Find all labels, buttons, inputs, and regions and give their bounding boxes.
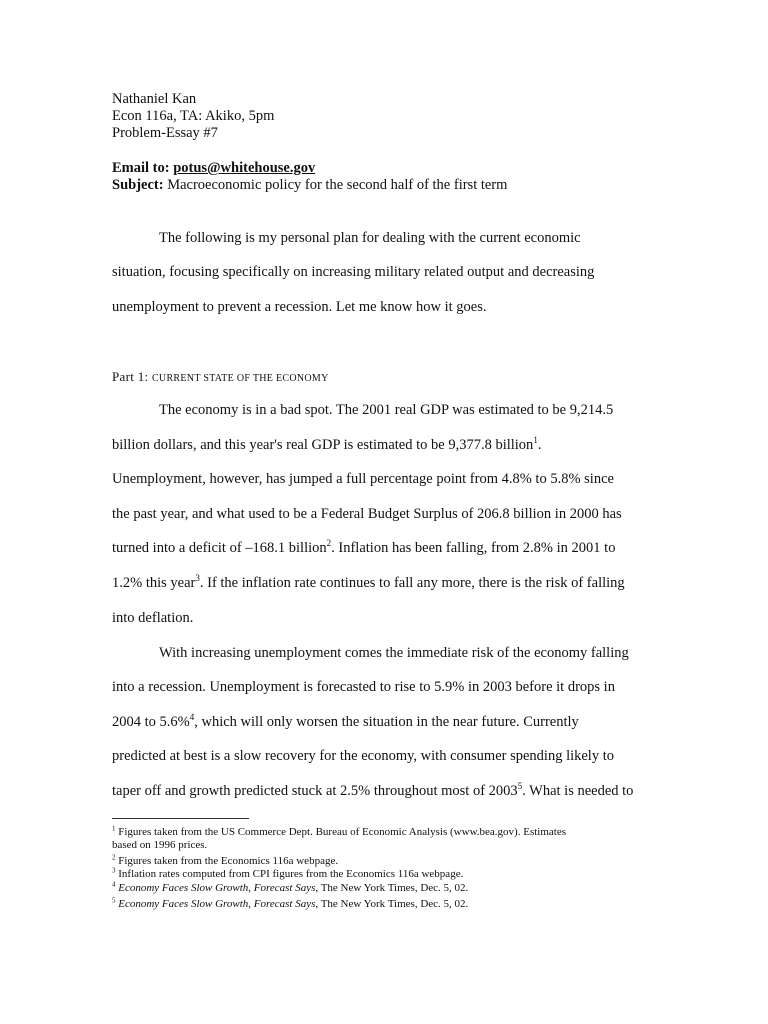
subject-text: Macroeconomic policy for the second half of the first term (167, 177, 508, 193)
footnote-5-number: 5 (112, 896, 116, 905)
footnote-separator (112, 818, 249, 819)
p1-line-1: The economy is in a bad spot. The 2001 real GDP was estimated to be 9,214.5 (159, 402, 614, 418)
footnote-ref-4[interactable]: 4 (189, 712, 195, 723)
p1-line-7: into deflation. (112, 610, 194, 626)
p2-line-5 (112, 783, 633, 800)
email-address-link[interactable]: potus@whitehouse.gov (173, 160, 316, 176)
p1-line-6-end: . If the inflation rate continues to fall any more, there is the risk of falling (199, 575, 625, 591)
p1-line-6-text: 1.2% this year (112, 575, 196, 591)
p2-line-5-end: . What is needed to (522, 783, 634, 799)
footnote-2 (112, 855, 338, 868)
footnote-4-number: 4 (112, 880, 116, 889)
footnote-1 (112, 826, 566, 839)
intro-line-2: situation, focusing specifically on increasing military related output and decreasing (112, 264, 595, 280)
p2-line-3-text: 2004 to 5.6% (112, 714, 190, 730)
section-heading-part-1 (112, 369, 329, 385)
p2-line-1: With increasing unemployment comes the immediate risk of the economy falling (159, 645, 629, 661)
footnote-5-rest: , The New York Times, Dec. 5, 02. (315, 898, 469, 910)
p1-line-3: Unemployment, however, has jumped a full percentage point from 4.8% to 5.8% since (112, 471, 614, 487)
p1-line-2-text: billion dollars, and this year's real GDP is estimated to be 9,377.8 billion (112, 437, 534, 453)
footnote-1-number: 1 (112, 824, 116, 833)
p2-line-5-text: taper off and growth predicted stuck at 2.5% throughout most of 2003 (112, 783, 518, 799)
footnote-ref-1[interactable]: 1 (533, 435, 538, 446)
footnote-5-title: Economy Faces Slow Growth, Forecast Says (118, 898, 316, 910)
p1-line-5-text: turned into a deficit of –168.1 billion (112, 540, 327, 556)
email-to-line (112, 160, 315, 177)
p1-line-6 (112, 575, 625, 592)
footnote-1-text: Figures taken from the US Commerce Dept. Bureau of Economic Analysis (www.bea.gov). Estimates (115, 826, 566, 838)
p2-line-3-end: , which will only worsen the situation in the near future. Currently (194, 714, 579, 730)
footnote-4-rest: , The New York Times, Dec. 5, 02. (315, 882, 469, 894)
p1-line-5-end: . Inflation has been falling, from 2.8% in 2001 to (331, 540, 616, 556)
footnote-3-number: 3 (112, 866, 116, 875)
section-heading-title: CURRENT STATE OF THE ECONOMY (151, 373, 329, 384)
footnote-3 (112, 868, 463, 881)
footnote-2-text: Figures taken from the Economics 116a webpage. (115, 855, 339, 867)
intro-line-3: unemployment to prevent a recession. Let me know how it goes. (112, 299, 487, 315)
subject-line (112, 177, 507, 194)
footnote-ref-5[interactable]: 5 (517, 781, 523, 792)
p2-line-3 (112, 714, 579, 731)
p2-line-2: into a recession. Unemployment is forecasted to rise to 5.9% in 2003 before it drops in (112, 679, 615, 695)
intro-line-1: The following is my personal plan for dealing with the current economic (159, 230, 581, 246)
footnote-1-continued: based on 1996 prices. (112, 839, 208, 851)
footnote-ref-3[interactable]: 3 (195, 573, 200, 584)
section-heading-prefix: Part 1: (112, 369, 152, 384)
subject-label: Subject: (112, 177, 164, 193)
footnote-3-text: Inflation rates computed from CPI figures from the Economics 116a webpage. (115, 868, 464, 880)
author-name: Nathaniel Kan (112, 91, 197, 107)
p1-line-5 (112, 540, 615, 557)
footnote-2-number: 2 (112, 853, 116, 862)
footnote-4 (112, 882, 468, 895)
p1-line-4: the past year, and what used to be a Federal Budget Surplus of 206.8 billion in 2000 has (112, 506, 622, 522)
footnote-4-title: Economy Faces Slow Growth, Forecast Says (118, 882, 316, 894)
assignment-title: Problem-Essay #7 (112, 125, 218, 141)
p1-line-2-end: . (537, 437, 542, 453)
p1-line-2 (112, 437, 541, 454)
footnote-ref-2[interactable]: 2 (326, 538, 332, 549)
email-to-label: Email to: (112, 160, 170, 176)
p2-line-4: predicted at best is a slow recovery for the economy, with consumer spending likely to (112, 748, 614, 764)
course-info: Econ 116a, TA: Akiko, 5pm (112, 108, 275, 124)
footnote-5 (112, 898, 468, 911)
